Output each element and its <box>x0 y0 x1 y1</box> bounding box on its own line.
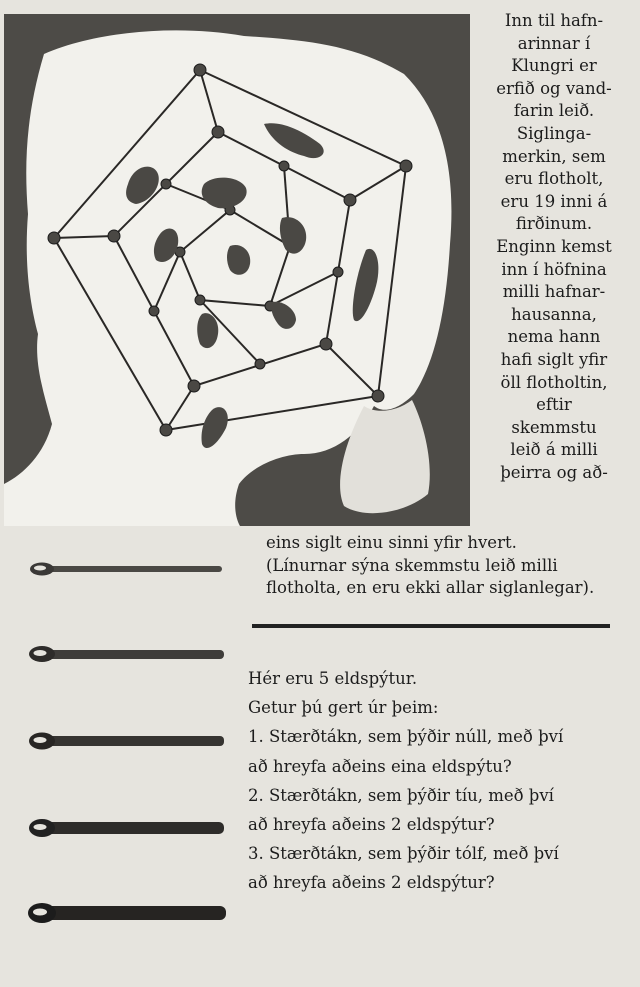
harbor-puzzle-text <box>474 10 634 484</box>
text-line: þeirra og að- <box>500 462 608 482</box>
text-line: Inn til hafn- <box>504 11 604 30</box>
buoy-node <box>194 64 206 76</box>
text-line: 2. Stærðtákn, sem þýðir tíu, með því <box>248 785 554 805</box>
text-line: eru 19 inni á <box>500 191 608 211</box>
buoy-node <box>320 338 332 350</box>
matchsticks-illustration <box>0 540 240 940</box>
text-line: firðinum. <box>515 214 593 234</box>
matchstick <box>30 563 222 576</box>
text-line: eftir <box>536 395 572 415</box>
buoy-node <box>195 295 205 305</box>
buoy-node <box>344 194 356 206</box>
buoy-node <box>108 230 120 242</box>
text-line: arinnar í <box>517 33 591 53</box>
text-line: inn í höfnina <box>501 259 607 279</box>
matchstick <box>29 819 224 837</box>
buoy-node <box>161 179 171 189</box>
buoy-node <box>212 126 224 138</box>
text-line: 3. Stærðtákn, sem þýðir tólf, með því <box>248 844 559 864</box>
buoy-node <box>188 380 200 392</box>
text-line: farin leið. <box>513 101 595 121</box>
text-line: merkin, sem <box>502 146 606 166</box>
text-line: erfið og vand- <box>496 78 612 98</box>
buoy-node <box>279 161 289 171</box>
text-line: Getur þú gert úr þeim: <box>248 698 439 718</box>
text-line: hafi siglt yfir <box>500 349 608 369</box>
text-line: hausanna, <box>511 304 597 324</box>
matchstick <box>29 646 224 662</box>
section-divider <box>252 624 610 628</box>
buoy-node <box>149 306 159 316</box>
text-line: leið á milli <box>510 440 598 460</box>
text-line: eru flotholt, <box>504 169 604 189</box>
buoy-node <box>372 390 384 402</box>
buoy-node <box>333 267 343 277</box>
text-line: eins siglt einu sinni yfir hvert. <box>266 533 517 552</box>
buoy-node <box>48 232 60 244</box>
text-line: Siglinga- <box>516 123 592 143</box>
text-line: milli hafnar- <box>502 282 606 302</box>
buoy-node <box>400 160 412 172</box>
matchstick <box>29 733 224 750</box>
text-line: flotholta, en eru ekki allar siglanlegar). <box>266 578 595 598</box>
harbor-puzzle-continuation <box>266 532 616 600</box>
buoy-node <box>255 359 265 369</box>
text-line: skemmstu <box>511 417 597 437</box>
match-puzzle-text <box>248 664 628 898</box>
text-line: 1. Stærðtákn, sem þýðir núll, með því <box>248 727 564 747</box>
text-line: að hreyfa aðeins 2 eldspýtur? <box>248 815 495 835</box>
text-line: nema hann <box>507 327 601 347</box>
text-line: Klungri er <box>511 56 597 76</box>
harbor-map-illustration <box>4 14 470 526</box>
text-line: (Línurnar sýna skemmstu leið milli <box>266 555 558 575</box>
text-line: öll flotholtin, <box>500 372 608 392</box>
matchstick <box>28 903 226 923</box>
text-line: Enginn kemst <box>496 236 612 256</box>
text-line: Hér eru 5 eldspýtur. <box>248 669 418 688</box>
text-line: að hreyfa aðeins 2 eldspýtur? <box>248 873 495 893</box>
buoy-node <box>160 424 172 436</box>
text-line: að hreyfa aðeins eina eldspýtu? <box>248 756 512 776</box>
